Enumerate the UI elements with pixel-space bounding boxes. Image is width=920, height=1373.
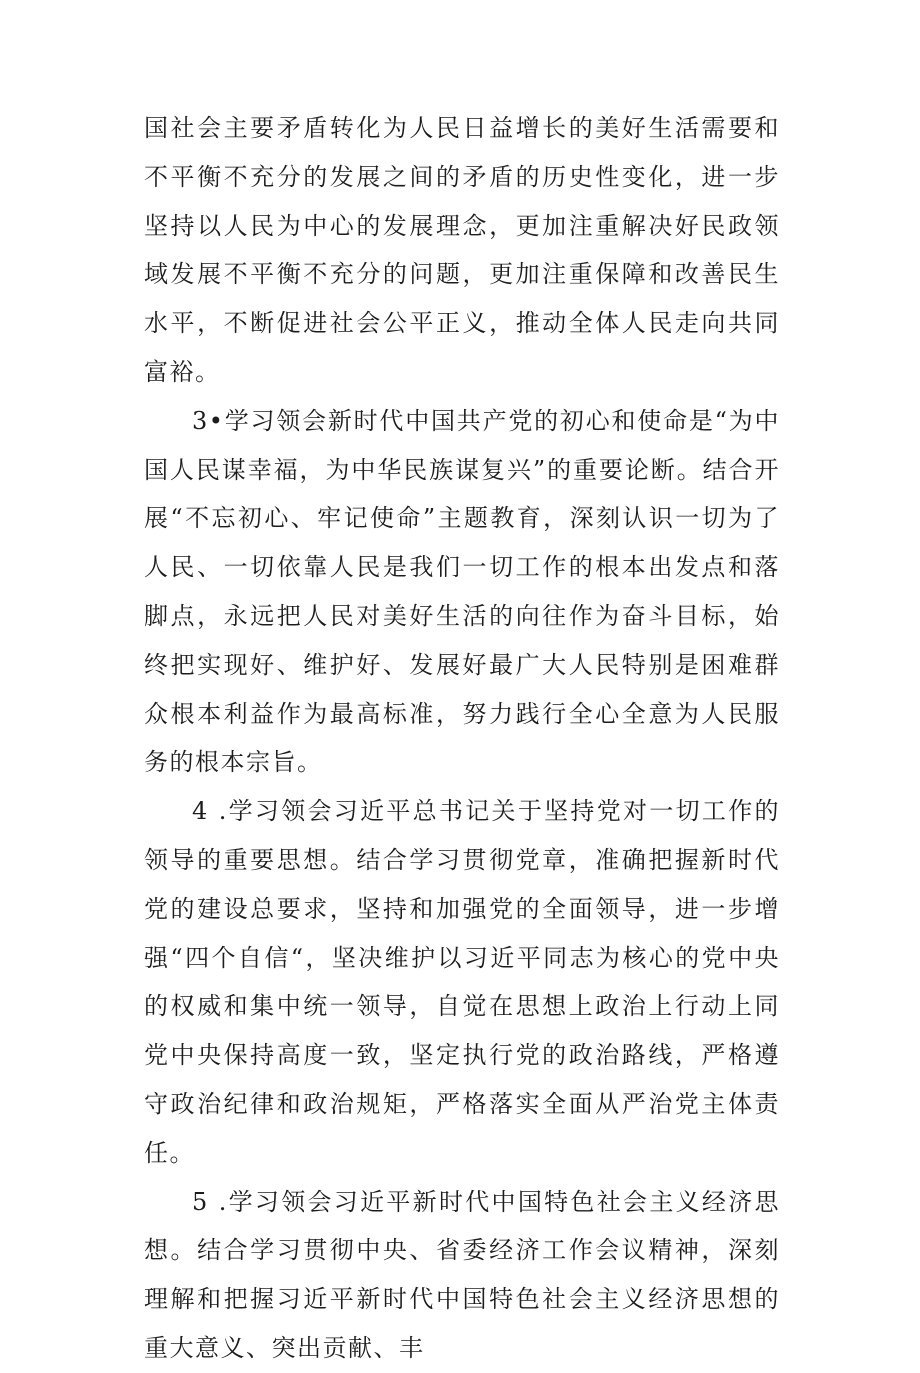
paragraph-item-4: 4 .学习领会习近平总书记关于坚持党对一切工作的领导的重要思想。结合学习贯彻党章，准确把握新时代党的建设总要求，坚持和加强党的全面领导，进一步增强“四个自信“，坚决维护以习近平同志为核心的党中央的权威和集中统一领导，自觉在思想上政治上行动上同党中央保持高度一致，坚定执行党的政治路线，严格遵守政治纪律和政治规矩，严格落实全面从严治党主体责任。 <box>144 797 780 1167</box>
paragraph-item-5: 5 .学习领会习近平新时代中国特色社会主义经济思想。结合学习贯彻中央、省委经济工作会议精神，深刻理解和把握习近平新时代中国特色社会主义经济思想的重大意义、突出贡献、丰 <box>144 1187 780 1362</box>
paragraph-continued: 国社会主要矛盾转化为人民日益增长的美好生活需要和不平衡不充分的发展之间的矛盾的历史性变化，进一步坚持以人民为中心的发展理念，更加注重解决好民政领域发展不平衡不充分的问题，更加注重保障和改善民生水平，不断促进社会公平正义，推动全体人民走向共同富裕。 <box>144 114 780 386</box>
document-body <box>144 104 780 1373</box>
paragraph-item-3: 3•学习领会新时代中国共产党的初心和使命是“为中国人民谋幸福，为中华民族谋复兴”的重要论断。结合开展“不忘初心、牢记使命”主题教育，深刻认识一切为了人民、一切依靠人民是我们一切工作的根本出发点和落脚点，永远把人民对美好生活的向往作为奋斗目标，始终把实现好、维护好、发展好最广大人民特别是困难群众根本利益作为最高标准，努力践行全心全意为人民服务的根本宗旨。 <box>144 406 780 777</box>
